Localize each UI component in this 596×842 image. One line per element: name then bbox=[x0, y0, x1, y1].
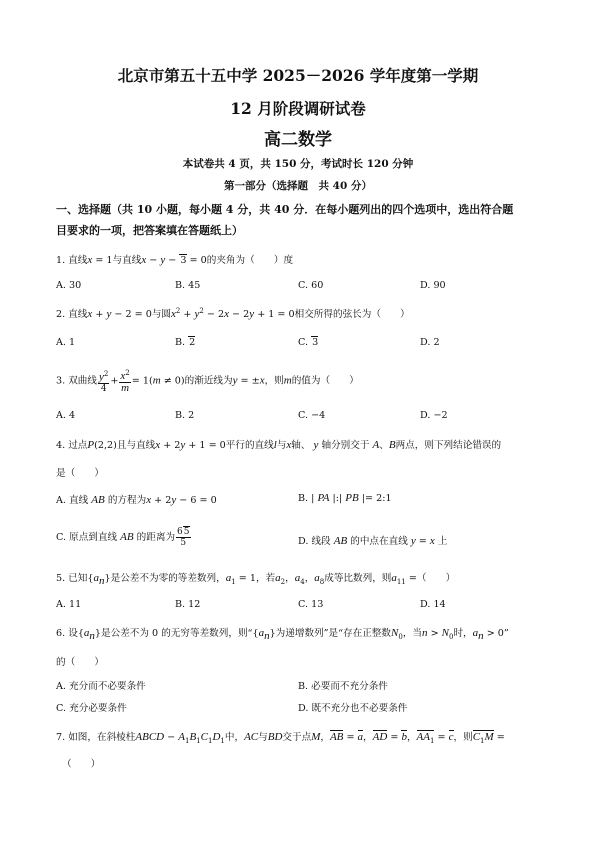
option-c: C. −4 bbox=[298, 410, 326, 421]
option-a: A. 11 bbox=[56, 599, 82, 610]
question-text: 的渐近线为 bbox=[184, 375, 233, 387]
option-c: C. 60 bbox=[298, 280, 324, 291]
question-4: 4. 过点P(2,2)且与直线x + 2y + 1 = 0平行的直线l与x轴、 y 轴分别交于 A、B两点，则下列结论错误的 bbox=[56, 439, 502, 451]
question-7: 7. 如图，在斜棱柱ABCD − $A_1B_1C_1D_1$中，AC与BD交于点M，AB = a，AD = b，$AA_1 = c$，则$C_1M$ = bbox=[56, 731, 505, 745]
question-1: 1. 直线x = 1与直线x − y − 3 = 0的夹角为（ ）度 bbox=[56, 254, 294, 266]
section-heading-line1: 一、选择题（共 10 小题，每小题 4 分，共 40 分．在每小题列出的四个选项中，选出符合题 bbox=[56, 203, 514, 216]
option-a: A. 30 bbox=[56, 280, 82, 291]
question-5: 5. 已知$\{a_n\}$是公差不为零的等差数列，$a_1 = 1$，若$a_2$，$a_4$，$a_8$成等比数列，则$a_{11}$ =（ ） bbox=[56, 572, 456, 587]
question-number: 6. bbox=[56, 628, 66, 639]
question-7-line2: （ ） bbox=[62, 759, 101, 770]
question-text: 与直线 bbox=[112, 255, 142, 266]
question-text: 相交所得的弦长为（ ） bbox=[294, 309, 410, 320]
option-d: D. 既不充分也不必要条件 bbox=[298, 703, 408, 714]
option-b: B. 45 bbox=[175, 280, 201, 291]
question-4-line2: 是（ ） bbox=[56, 468, 104, 479]
question-text: 直线 bbox=[68, 255, 88, 266]
option-d: D. −2 bbox=[420, 410, 448, 421]
option-d: D. 线段 AB 的中点在直线 y = x 上 bbox=[298, 535, 448, 547]
option-a: A. 4 bbox=[56, 410, 76, 421]
question-text: 直线 bbox=[68, 309, 88, 320]
question-number: 5. bbox=[56, 573, 66, 584]
option-c: C. 13 bbox=[298, 599, 324, 610]
question-6: 6. 设$\{a_n\}$是公差不为 0 的无穷等差数列，则“$\{a_n\}$为递增数列”是“存在正整数$N_0$，当$n > N_0$时，$a_n > 0$” bbox=[56, 627, 509, 642]
exam-title: 12 月阶段调研试卷 bbox=[230, 99, 366, 118]
exam-info: 本试卷共 4 页，共 150 分，考试时长 120 分钟 bbox=[182, 158, 414, 170]
question-number: 7. bbox=[56, 732, 66, 743]
question-6-line2: 的（ ） bbox=[56, 657, 104, 668]
question-number: 1. bbox=[56, 255, 66, 266]
option-b: B. 必要而不充分条件 bbox=[298, 681, 388, 692]
option-d: D. 2 bbox=[420, 337, 440, 348]
option-b: B. | PA |:| PB |= 2:1 bbox=[298, 492, 392, 504]
option-a: A. 充分而不必要条件 bbox=[56, 681, 146, 692]
option-a: A. 直线 AB 的方程为x + 2y − 6 = 0 bbox=[56, 494, 217, 506]
question-number: 3. bbox=[56, 375, 66, 387]
question-text: 的夹角为（ ）度 bbox=[206, 255, 294, 266]
subject-title: 高二数学 bbox=[264, 130, 332, 150]
option-d: D. 14 bbox=[420, 599, 446, 610]
question-number: 4. bbox=[56, 440, 66, 451]
option-b: B. 2 bbox=[175, 337, 196, 348]
question-3: 3. 双曲线 $\frac{y^2}{4}$ + $\frac{x^2}{m}$ = 1(m ≠ 0)的渐近线为y = ±x，则m的值为（ ） bbox=[56, 369, 359, 394]
question-number: 2. bbox=[56, 309, 66, 320]
option-b: B. 2 bbox=[175, 410, 195, 421]
option-a: A. 1 bbox=[56, 337, 76, 348]
option-c: C. 原点到直线 AB 的距离为 $\frac{65}{5}$ bbox=[56, 527, 190, 548]
question-2: 2. 直线x + y − 2 = 0与圆$x^2 + y^2 - 2x - 2y + 1 = 0$相交所得的弦长为（ ） bbox=[56, 306, 410, 320]
question-text: 双曲线 bbox=[68, 375, 97, 387]
option-b: B. 12 bbox=[175, 599, 201, 610]
option-c: C. 充分必要条件 bbox=[56, 703, 127, 714]
question-text: ，则 bbox=[264, 375, 284, 387]
question-text: 与圆 bbox=[151, 309, 171, 320]
option-d: D. 90 bbox=[420, 280, 446, 291]
section-heading-line2: 目要求的一项，把答案填在答题纸上） bbox=[56, 224, 243, 237]
option-c: C. 3 bbox=[298, 337, 319, 348]
school-title: 北京市第五十五中学 2025－2026 学年度第一学期 bbox=[117, 66, 479, 85]
question-text: 的值为（ ） bbox=[291, 375, 359, 387]
part-one-title: 第一部分（选择题 共 40 分） bbox=[224, 180, 372, 192]
